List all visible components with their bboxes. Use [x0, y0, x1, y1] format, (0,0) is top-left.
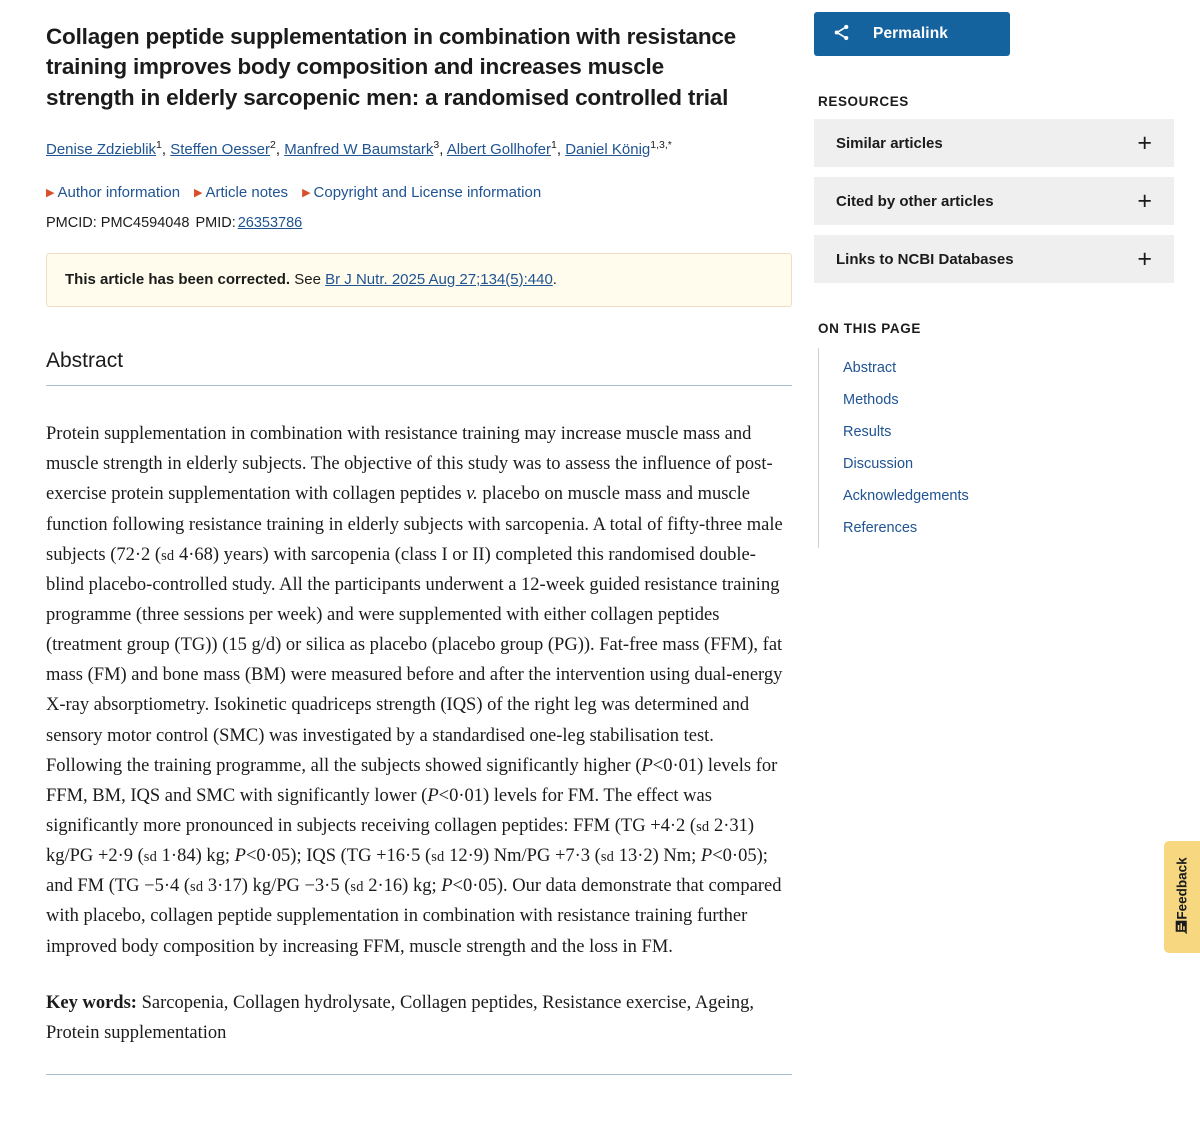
author-link[interactable]: Denise Zdzieblik	[46, 141, 157, 159]
article-notes-toggle[interactable]	[194, 184, 288, 201]
keywords-line	[46, 988, 786, 1048]
pmid-link[interactable]: 26353786	[237, 214, 303, 231]
triangle-right-icon: ▶	[194, 186, 203, 199]
sd-abbrev: sd	[431, 849, 445, 866]
nav-item-discussion[interactable]: Discussion	[843, 456, 914, 472]
copyright-license-toggle[interactable]	[302, 184, 541, 201]
plus-icon: +	[1137, 128, 1152, 157]
author-link[interactable]: Steffen Oesser	[170, 141, 271, 159]
author-entry	[170, 141, 284, 158]
pmcid-label: PMCID:	[46, 214, 97, 231]
author-information-toggle[interactable]	[46, 184, 180, 201]
abstract-text-a: Protein supplementation in combination with resistance training may increase muscle mass and muscle strength in elderly subjects. The objective of this study was to assess the influence of post-exercise protein supplementation with collagen peptides	[46, 424, 773, 505]
abstract-text-n: <0·05). Our data demonstrate that compared with placebo, collagen peptide supplementation in combination with resistance training further improved body composition by increasing FFM, muscle strength and the loss in FM.	[46, 876, 782, 957]
pmid-label: PMID:	[195, 214, 236, 231]
author-affiliation: 1,3,*	[650, 139, 672, 152]
page-title: Collagen peptide supplementation in combination with resistance training improves body composition and increases muscle strength in elderly sarcopenic men: a randomised controlled trial	[46, 24, 736, 110]
nav-item-abstract[interactable]: Abstract	[843, 360, 897, 376]
abstract-text-h: <0·05); IQS (TG +16·5 (	[245, 846, 432, 867]
sidebar-item-ncbi-databases[interactable]	[814, 235, 1174, 283]
sidebar-item-cited-by[interactable]	[814, 177, 1174, 225]
author-separator: ,	[275, 141, 285, 159]
on-this-page-nav	[818, 348, 1174, 548]
abstract-text-k: <0·05); and FM (TG −5·4 (	[46, 846, 768, 897]
resources-heading: RESOURCES	[818, 94, 909, 109]
author-separator: ,	[556, 141, 566, 159]
abstract-text-c: 4·68) years) with sarcopenia (class I or II) completed this randomised double-blind placebo-controlled study. All the participants underwent a 12-week guided resistance training programme (three sessions per week) and were supplemented with either collagen peptides (treatment group (TG)) (15 g/d) or silica as placebo (placebo group (PG)). Fat-free mass (FFM), fat mass (FM) and bone mass (BM) were measured before and after the intervention using dual-energy X-ray absorptiometry. Isokinetic quadriceps strength (IQS) of the right leg was determined and sensory motor control (SMC) was investigated by a standardised one-leg stabilisation test. Following the training programme, all the subjects showed significantly higher (	[46, 544, 783, 776]
correction-notice-see: See	[294, 270, 321, 288]
p-symbol: P	[427, 785, 439, 806]
abstract-paragraph	[46, 419, 786, 962]
article-notes-label[interactable]: Article notes	[205, 183, 289, 201]
author-link[interactable]: Daniel König	[565, 141, 651, 159]
abstract-versus: v.	[466, 484, 478, 505]
abstract-body	[46, 419, 786, 1048]
sd-abbrev: sd	[350, 879, 364, 896]
permalink-button[interactable]	[814, 12, 1010, 56]
triangle-right-icon: ▶	[302, 186, 311, 199]
author-link[interactable]: Albert Gollhofer	[446, 141, 551, 159]
pmcid-value: PMC4594048	[100, 214, 190, 231]
abstract-text-l: 3·17) kg/PG −3·5 (	[203, 876, 351, 897]
on-this-page-heading: ON THIS PAGE	[818, 321, 921, 336]
correction-notice-banner	[46, 253, 792, 308]
author-entry	[284, 141, 447, 158]
author-information-label[interactable]: Author information	[57, 183, 181, 201]
author-affiliation: 1	[551, 139, 557, 152]
sidebar-item-similar-articles[interactable]	[814, 119, 1174, 167]
p-symbol: P	[700, 846, 713, 867]
permalink-label: Permalink	[873, 25, 948, 42]
sd-abbrev: sd	[143, 849, 158, 866]
abstract-text-b: placebo on muscle mass and muscle function following resistance training in elderly subjects with sarcopenia. A total of fifty-three male subjects (72·2 (	[46, 484, 783, 565]
plus-icon: +	[1137, 186, 1152, 215]
abstract-text-m: 2·16) kg;	[363, 876, 442, 897]
correction-notice-title: This article has been corrected.	[65, 270, 291, 288]
author-separator: ,	[439, 141, 447, 159]
article-identifiers	[46, 215, 792, 231]
abstract-text-f: 2·31) kg/PG +2·9 (	[46, 815, 755, 867]
feedback-label: Feedback	[1174, 856, 1190, 920]
share-icon	[832, 23, 851, 45]
author-entry	[447, 141, 565, 158]
abstract-text-i: 12·9) Nm/PG +7·3 (	[444, 846, 601, 867]
copyright-license-label[interactable]: Copyright and License information	[313, 183, 542, 201]
abstract-text-d: <0·01) levels for FFM, BM, IQS and SMC with significantly lower (	[46, 755, 778, 806]
accordion-label: Cited by other articles	[836, 192, 994, 210]
nav-item-results[interactable]: Results	[843, 424, 892, 440]
abstract-text-g: 1·84) kg;	[157, 846, 235, 867]
correction-reference-link[interactable]: Br J Nutr. 2025 Aug 27;134(5):440	[325, 270, 553, 288]
correction-notice-period: .	[552, 270, 557, 288]
accordion-label: Similar articles	[836, 134, 943, 152]
bar-chart-icon	[1174, 919, 1191, 941]
plus-icon: +	[1137, 244, 1152, 273]
author-affiliation: 2	[270, 139, 276, 152]
p-symbol: P	[441, 876, 453, 897]
author-link[interactable]: Manfred W Baumstark	[284, 141, 434, 159]
author-entry	[46, 141, 170, 158]
nav-item-methods[interactable]: Methods	[843, 392, 899, 408]
p-symbol: P	[234, 846, 246, 867]
author-entry	[565, 141, 672, 158]
author-list	[46, 139, 792, 162]
keywords-value: Sarcopenia, Collagen hydrolysate, Collagen peptides, Resistance exercise, Ageing, Protein supplementation	[46, 992, 754, 1043]
nav-item-acknowledgements[interactable]: Acknowledgements	[843, 488, 969, 504]
sd-abbrev: sd	[190, 879, 204, 896]
sd-abbrev: sd	[161, 547, 175, 564]
author-affiliation: 1	[156, 139, 162, 152]
p-symbol: P	[641, 755, 653, 776]
author-affiliation: 3	[433, 139, 440, 152]
author-separator: ,	[161, 141, 171, 159]
sd-abbrev: sd	[600, 849, 615, 866]
sidebar	[812, 0, 1200, 1075]
abstract-text-j: 13·2) Nm;	[614, 846, 701, 867]
abstract-text-e: <0·01) levels for FM. The effect was significantly more pronounced in subjects receiving collagen peptides: FFM (TG +4·2 (	[46, 785, 712, 836]
feedback-tab[interactable]	[1164, 841, 1200, 953]
keywords-label: Key words:	[46, 992, 137, 1013]
section-divider	[46, 1074, 792, 1075]
accordion-label: Links to NCBI Databases	[836, 250, 1014, 268]
article-meta-links	[46, 184, 792, 201]
nav-item-references[interactable]: References	[843, 520, 918, 536]
sd-abbrev: sd	[696, 818, 710, 835]
triangle-right-icon: ▶	[46, 186, 55, 199]
abstract-heading: Abstract	[46, 349, 792, 386]
